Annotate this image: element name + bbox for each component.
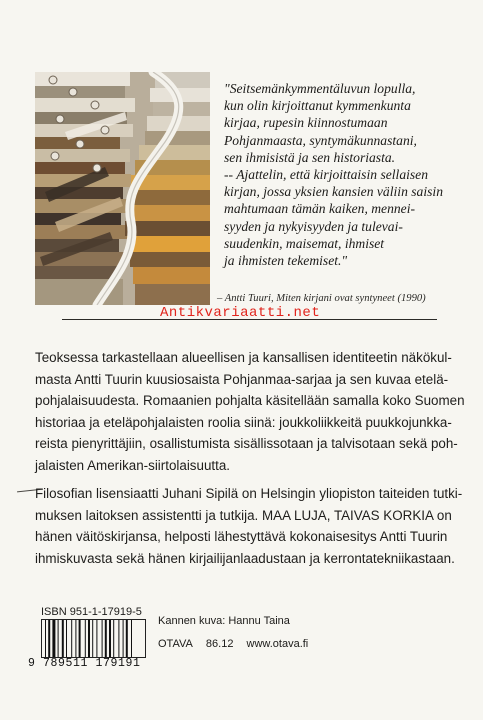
- cover-image-credit: Kannen kuva: Hannu Taina: [158, 615, 290, 627]
- cover-artwork-image: [35, 72, 210, 305]
- quote-line: -- Ajattelin, että kirjoittaisin sellaisen: [224, 167, 429, 183]
- quote-line: syyden ja nykyisyyden ja tulevai-: [224, 218, 403, 234]
- publisher-website: www.otava.fi: [246, 638, 309, 650]
- product-code: 86.12: [205, 638, 234, 650]
- quote-line: mahtumaan tämän kaiken, mennei-: [224, 201, 416, 217]
- text-line: muksen laitoksen assistentti ja tutkija. MAA LUJA, TAIVAS KORKIA on: [35, 507, 452, 523]
- quote-line: kun olin kirjoittanut kymmenkunta: [224, 98, 411, 114]
- watermark-text: Antikvariaatti.net: [160, 305, 321, 321]
- quote-line: suudenkin, maisemat, ihmiset: [224, 235, 385, 251]
- quote-line: sen ihmisistä ja sen historiasta.: [224, 149, 396, 165]
- text-line: Teoksessa tarkastellaan alueellisen ja kansallisen identiteetin näkökul-: [35, 350, 452, 365]
- text-line: pohjalaisuudesta. Romaanien pohjalta käsitellään samalla koko Suomen: [35, 393, 465, 408]
- quote-line: "Seitsemänkymmentäluvun lopulla,: [224, 81, 416, 96]
- quote-line: ja ihmisten tekemiset.": [224, 253, 348, 269]
- description-paragraph: [35, 347, 465, 476]
- text-line: jalaisten Amerikan-siirtolaisuutta.: [35, 457, 230, 473]
- quote-attribution: – Antti Tuuri, Miten kirjani ovat syntyneet (1990): [217, 293, 426, 304]
- text-line: reista pienyrittäjiin, osallistumista sisällissotaan ja talvisotaan sekä poh-: [35, 436, 458, 451]
- isbn-number: ISBN 951-1-17919-5: [41, 606, 142, 618]
- text-line: historiaa ja eteläpohjalaisten roolia siinä: joukkoliikkeitä puukkojunkka-: [35, 414, 452, 430]
- quote-line: kirjan, jossa yksien kansien väliin saisin: [224, 184, 443, 200]
- author-quote: [224, 80, 464, 269]
- barcode-image: [41, 619, 146, 658]
- text-line: masta Antti Tuurin kuusiosaista Pohjanmaa-sarjaa ja sen kuvaa etelä-: [35, 371, 449, 387]
- quote-line: kirjaa, rupesin kiinnostumaan: [224, 115, 388, 131]
- publisher-name: OTAVA: [158, 638, 193, 650]
- text-line: Filosofian lisensiaatti Juhani Sipilä on Helsingin yliopiston taiteiden tutki-: [35, 486, 463, 501]
- text-line: hänen väitöskirjansa, helposti lähestyttävä kokonaisesitys Antti Tuurin: [35, 529, 448, 544]
- text-line: ihmiskuvasta sekä hänen kirjailijanlaadustaan ja kerrontatekniikastaan.: [35, 550, 455, 566]
- quote-line: Pohjanmaasta, syntymäkunnastani,: [224, 132, 417, 148]
- publisher-line: [158, 638, 308, 650]
- author-bio-paragraph: [35, 483, 463, 569]
- barcode-digits: 9 789511 179191: [28, 657, 141, 670]
- divider-rule: [62, 319, 437, 320]
